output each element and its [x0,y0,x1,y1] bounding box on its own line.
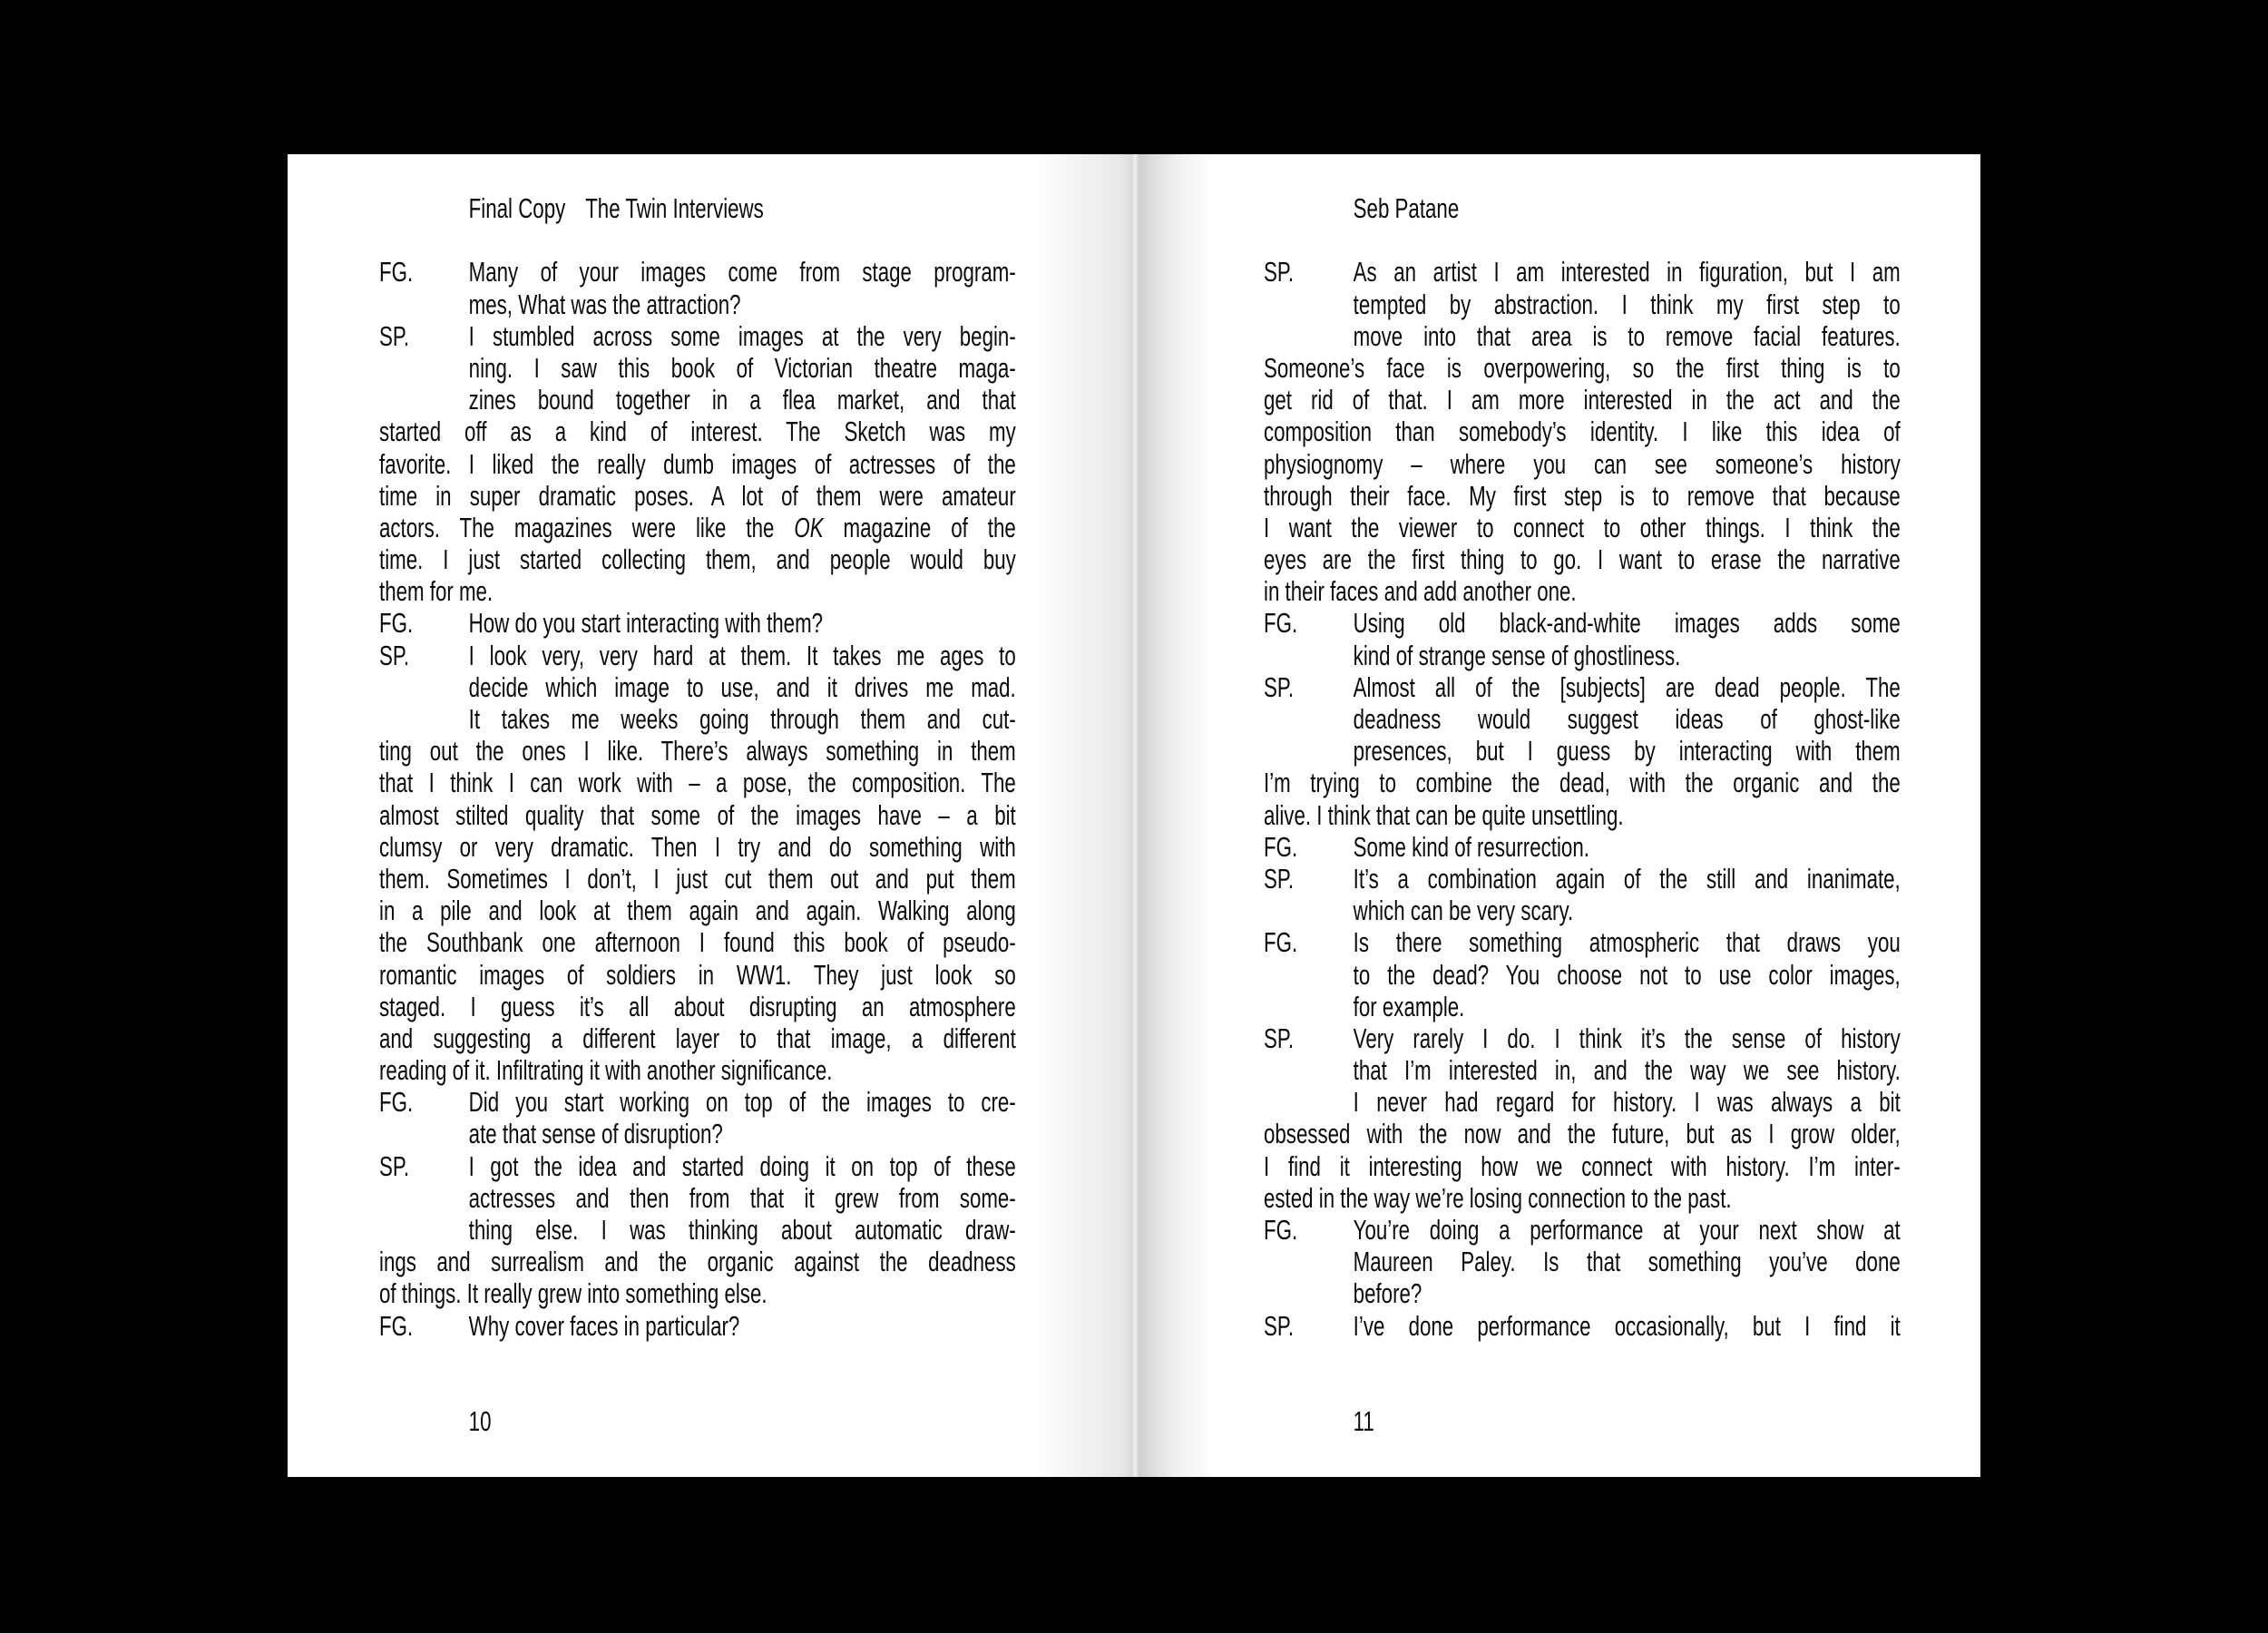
speaker-label: FG. [1264,831,1298,863]
text-line [1264,321,1901,353]
text-line [1264,416,1901,448]
text-segment: actors. The magazines were like the [379,512,795,543]
text-line [379,992,1016,1023]
text-segment: I stumbled across some images at the very begin- [468,320,1016,352]
text-segment: I look very, very hard at them. It takes me ages to [468,640,1016,671]
text-line [379,672,1016,704]
text-line [1264,481,1901,513]
text-segment: to the dead? You choose not to use color images, [1353,959,1901,991]
text-segment: before? [1353,1278,1422,1310]
text-line [1264,1247,1901,1278]
text-line [379,800,1016,832]
text-segment: I’m trying to combine the dead, with the organic and the [1264,768,1901,799]
text-segment: obsessed with the now and the future, but as I grow older, [1264,1119,1901,1150]
text-segment: romantic images of soldiers in WW1. They just look so [379,959,1016,991]
text-segment: I got the idea and started doing it on top of these [468,1150,1016,1182]
text-line [1264,927,1901,959]
text-segment: actresses and then from that it grew from some- [468,1182,1016,1214]
text-segment: composition than somebody’s identity. I like this idea of [1264,416,1901,448]
text-line [379,416,1016,448]
text-segment: ested in the way we’re losing connection to the past. [1264,1182,1732,1214]
text-segment: magazine of the [823,512,1016,543]
text-segment: in their faces and add another one. [1264,576,1577,608]
text-line [379,481,1016,513]
text-segment: of things. It really grew into something else. [379,1278,767,1310]
text-segment: Why cover faces in particular? [468,1310,740,1342]
spacer [1264,225,1901,257]
text-line [379,640,1016,672]
book-spread [288,154,1980,1477]
speaker-label: FG. [1264,927,1298,959]
text-segment: alive. I think that can be quite unsettling. [1264,799,1624,831]
text-segment: ting out the ones I like. There’s always something in them [379,736,1016,768]
text-line [379,385,1016,416]
text-line [379,1247,1016,1278]
text-line [379,960,1016,992]
speaker-label: FG. [379,1087,414,1119]
text-line [379,736,1016,768]
speaker-label: SP. [379,640,410,671]
speaker-label: SP. [379,1150,410,1182]
speaker-label: SP. [1264,863,1295,895]
right-page-text [1264,257,1901,1342]
text-line [1264,1311,1901,1343]
text-segment: ate that sense of disruption? [468,1119,723,1150]
text-segment: Maureen Paley. Is that something you’ve done [1353,1247,1901,1278]
text-line [1264,992,1901,1023]
italic-text: OK [794,512,824,543]
text-segment: physiognomy – where you can see someone’s history [1264,448,1901,480]
text-line [379,1023,1016,1055]
text-line [379,1215,1016,1247]
speaker-label: SP. [1264,257,1295,288]
text-line [379,1278,1016,1310]
text-segment: staged. I guess it’s all about disrupting an atmosphere [379,991,1016,1022]
text-segment: You’re doing a performance at your next show at [1353,1215,1901,1246]
text-segment: them for me. [379,576,494,608]
interviewee-name: Seb Patane [1353,193,1460,224]
speaker-label: SP. [1264,671,1295,703]
left-page [379,193,1016,1438]
text-line [379,257,1016,288]
speaker-label: SP. [379,320,410,352]
text-segment: kind of strange sense of ghostliness. [1353,640,1681,671]
text-segment: I’ve done performance occasionally, but I find it [1353,1310,1901,1342]
text-line [1264,1183,1901,1215]
text-line [379,1183,1016,1215]
text-line [1264,1023,1901,1055]
text-line [379,353,1016,385]
right-page-number: 11 [1353,1406,1374,1438]
text-segment: Many of your images come from stage program- [468,257,1016,288]
text-line [1264,960,1901,992]
text-segment: Using old black-and-white images adds some [1353,608,1901,640]
chapter-title: The Twin Interviews [585,193,764,224]
text-segment: Very rarely I do. I think it’s the sense of history [1353,1022,1901,1054]
text-line [1264,864,1901,895]
text-line [379,513,1016,544]
text-segment: which can be very scary. [1353,895,1574,927]
text-line [1264,768,1901,799]
text-segment: How do you start interacting with them? [468,608,824,640]
text-line [379,289,1016,321]
text-segment: I want the viewer to connect to other things. I think the [1264,512,1901,543]
speaker-label: FG. [379,608,414,640]
text-line [379,895,1016,927]
left-page-number: 10 [468,1406,492,1438]
text-line [1264,704,1901,736]
text-segment: zines bound together in a flea market, and that [468,385,1016,416]
text-segment: decide which image to use, and it drives me mad. [468,671,1016,703]
text-segment: time. I just started collecting them, and people would buy [379,544,1016,576]
text-line [1264,449,1901,481]
text-segment: Someone’s face is overpowering, so the first thing is to [1264,352,1901,384]
text-line [379,1055,1016,1087]
text-segment: ings and surrealism and the organic against the deadness [379,1247,1016,1278]
text-line [1264,257,1901,288]
text-line [1264,672,1901,704]
text-line [379,1119,1016,1150]
text-segment: I never had regard for history. I was always a bit [1353,1087,1901,1119]
text-segment: It takes me weeks going through them and cut- [468,704,1016,735]
text-segment: ning. I saw this book of Victorian theatre maga- [468,352,1016,384]
text-line [379,1087,1016,1119]
text-segment: that I’m interested in, and the way we see history. [1353,1055,1901,1087]
text-line [379,1311,1016,1343]
text-segment: time in super dramatic poses. A lot of them were amateur [379,480,1016,512]
text-segment: in a pile and look at them again and again. Walking along [379,895,1016,927]
text-segment: Some kind of resurrection. [1353,831,1589,863]
text-line [1264,576,1901,608]
speaker-label: FG. [1264,1215,1298,1246]
spacer [1264,1343,1901,1406]
gutter-fold-shadow [1034,154,1216,1477]
text-line [1264,800,1901,832]
text-segment: eyes are the first thing to go. I want to erase the narrative [1264,544,1901,576]
text-line [379,608,1016,640]
text-line [379,927,1016,959]
text-line [1264,385,1901,416]
text-line [379,449,1016,481]
text-segment: reading of it. Infiltrating it with another significance. [379,1055,833,1087]
text-line [1264,895,1901,927]
text-segment: that I think I can work with – a pose, the composition. The [379,768,1016,799]
text-segment: presences, but I guess by interacting with them [1353,736,1901,768]
speaker-label: SP. [1264,1310,1295,1342]
text-line [379,544,1016,576]
text-line [1264,832,1901,864]
text-line [379,768,1016,799]
text-line [1264,1215,1901,1247]
left-page-text [379,257,1016,1342]
text-line [379,704,1016,736]
text-line [379,576,1016,608]
text-line [1264,513,1901,544]
text-segment: As an artist I am interested in figuration, but I am [1353,257,1901,288]
text-segment: through their face. My first step is to remove that because [1264,480,1901,512]
text-segment: the Southbank one afternoon I found this book of pseudo- [379,927,1016,959]
text-line [1264,1087,1901,1119]
left-page-header [379,193,1016,225]
text-line [1264,1119,1901,1150]
speaker-label: FG. [379,1310,414,1342]
text-segment: deadness would suggest ideas of ghost-like [1353,704,1901,735]
text-segment: get rid of that. I am more interested in the act and the [1264,385,1901,416]
text-segment: them. Sometimes I don’t, I just cut them out and put them [379,863,1016,895]
book-title: Final Copy [468,193,566,224]
text-segment: thing else. I was thinking about automatic draw- [468,1215,1016,1246]
text-segment: favorite. I liked the really dumb images of actresses of the [379,448,1016,480]
text-line [1264,353,1901,385]
text-segment: and suggesting a different layer to that image, a different [379,1022,1016,1054]
text-segment: almost stilted quality that some of the images have – a bit [379,799,1016,831]
text-segment: Almost all of the [subjects] are dead people. The [1353,671,1901,703]
text-segment: It’s a combination again of the still and inanimate, [1353,863,1901,895]
speaker-label: FG. [379,257,414,288]
text-segment: Did you start working on top of the images to cre- [468,1087,1016,1119]
text-segment: mes, What was the attraction? [468,288,741,320]
text-line [1264,608,1901,640]
text-segment: for example. [1353,991,1465,1022]
text-segment: move into that area is to remove facial features. [1353,320,1901,352]
text-line [379,832,1016,864]
spacer [379,1343,1016,1406]
speaker-label: FG. [1264,608,1298,640]
text-line [379,1151,1016,1183]
text-line [1264,1055,1901,1087]
speaker-label: SP. [1264,1022,1295,1054]
text-segment: started off as a kind of interest. The Sketch was my [379,416,1016,448]
spacer [379,225,1016,257]
text-line [379,321,1016,353]
text-segment: I find it interesting how we connect with history. I’m inter- [1264,1150,1901,1182]
text-segment: tempted by abstraction. I think my first step to [1353,288,1901,320]
right-page-header [1264,193,1901,225]
right-page [1264,193,1901,1438]
text-line [1264,640,1901,672]
text-line [1264,544,1901,576]
text-line [1264,1278,1901,1310]
text-line [1264,736,1901,768]
text-line [379,864,1016,895]
text-line [1264,289,1901,321]
text-line [1264,1151,1901,1183]
text-segment: clumsy or very dramatic. Then I try and do something with [379,831,1016,863]
text-segment: Is there something atmospheric that draws you [1353,927,1901,959]
